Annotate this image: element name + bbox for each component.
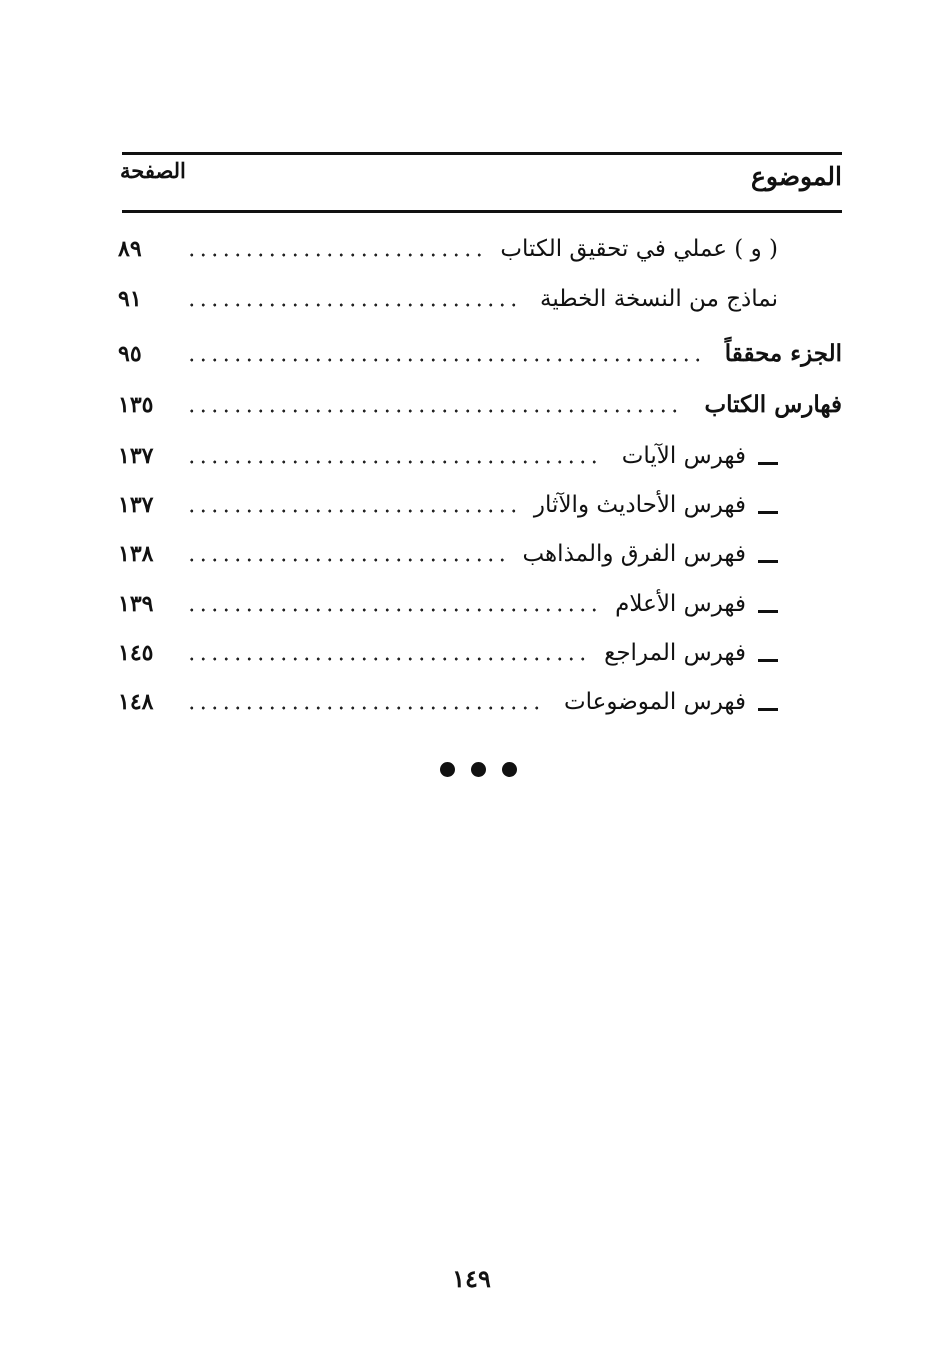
toc-entry <box>118 279 842 323</box>
toc-entry <box>118 229 842 273</box>
toc-page-number: ١٣٥ <box>118 392 154 418</box>
toc-dot-leader <box>186 253 485 257</box>
toc-page-number: ١٤٨ <box>118 689 154 715</box>
toc-entry-title: فهارس الكتاب <box>704 391 842 418</box>
toc-dot-leader <box>186 358 704 362</box>
ornament-dot <box>440 762 455 777</box>
ornament-dot <box>471 762 486 777</box>
toc-dot-leader <box>186 460 600 464</box>
toc-entry <box>118 682 842 726</box>
toc-entry <box>118 633 842 677</box>
page-number: ١٤٩ <box>452 1264 491 1293</box>
ornament-dot <box>502 762 517 777</box>
toc-entry <box>118 334 842 378</box>
section-end-ornament <box>440 760 520 780</box>
toc-bullet-dash <box>758 610 778 613</box>
toc-page-number: ٨٩ <box>118 236 142 262</box>
toc-page-number: ١٤٥ <box>118 640 154 666</box>
toc-entry-title: فهرس الموضوعات <box>563 689 746 715</box>
toc-dot-leader <box>186 657 589 661</box>
toc-entry-title: فهرس الأحاديث والآثار <box>533 492 746 518</box>
toc-entry <box>118 534 842 578</box>
toc-entry-title: ( و ) عملي في تحقيق الكتاب <box>500 236 778 262</box>
toc-page-number: ٩٥ <box>118 341 142 367</box>
toc-entry-title: نماذج من النسخة الخطية <box>540 286 778 312</box>
toc-entry-title: فهرس الأعلام <box>615 591 746 617</box>
toc-page-number: ١٣٩ <box>118 591 154 617</box>
toc-page-number: ١٣٨ <box>118 541 154 567</box>
toc-page-number: ٩١ <box>118 286 142 312</box>
toc-dot-leader <box>186 509 520 513</box>
toc-dot-leader <box>186 409 681 413</box>
toc-entry-title: الجزء محققاً <box>724 340 842 367</box>
toc-bullet-dash <box>758 462 778 465</box>
page-column-heading: الصفحة <box>120 158 186 183</box>
toc-dot-leader <box>186 303 520 307</box>
toc-entry-title: فهرس المراجع <box>604 640 746 666</box>
toc-entry <box>118 385 842 429</box>
topic-column-heading: الموضوع <box>751 162 842 191</box>
toc-entry-title: فهرس الآيات <box>621 443 746 469</box>
toc-entry <box>118 436 842 480</box>
toc-bullet-dash <box>758 659 778 662</box>
toc-entry <box>118 485 842 529</box>
toc-page-number: ١٣٧ <box>118 492 154 518</box>
toc-page-number: ١٣٧ <box>118 443 154 469</box>
toc-dot-leader <box>186 608 600 612</box>
toc-bullet-dash <box>758 708 778 711</box>
toc-entry-title: فهرس الفرق والمذاهب <box>522 541 746 567</box>
header-top-rule <box>122 152 842 155</box>
toc-dot-leader <box>186 558 508 562</box>
toc-entry <box>118 584 842 628</box>
toc-dot-leader <box>186 706 543 710</box>
toc-bullet-dash <box>758 511 778 514</box>
header-bottom-rule <box>122 210 842 213</box>
toc-bullet-dash <box>758 560 778 563</box>
